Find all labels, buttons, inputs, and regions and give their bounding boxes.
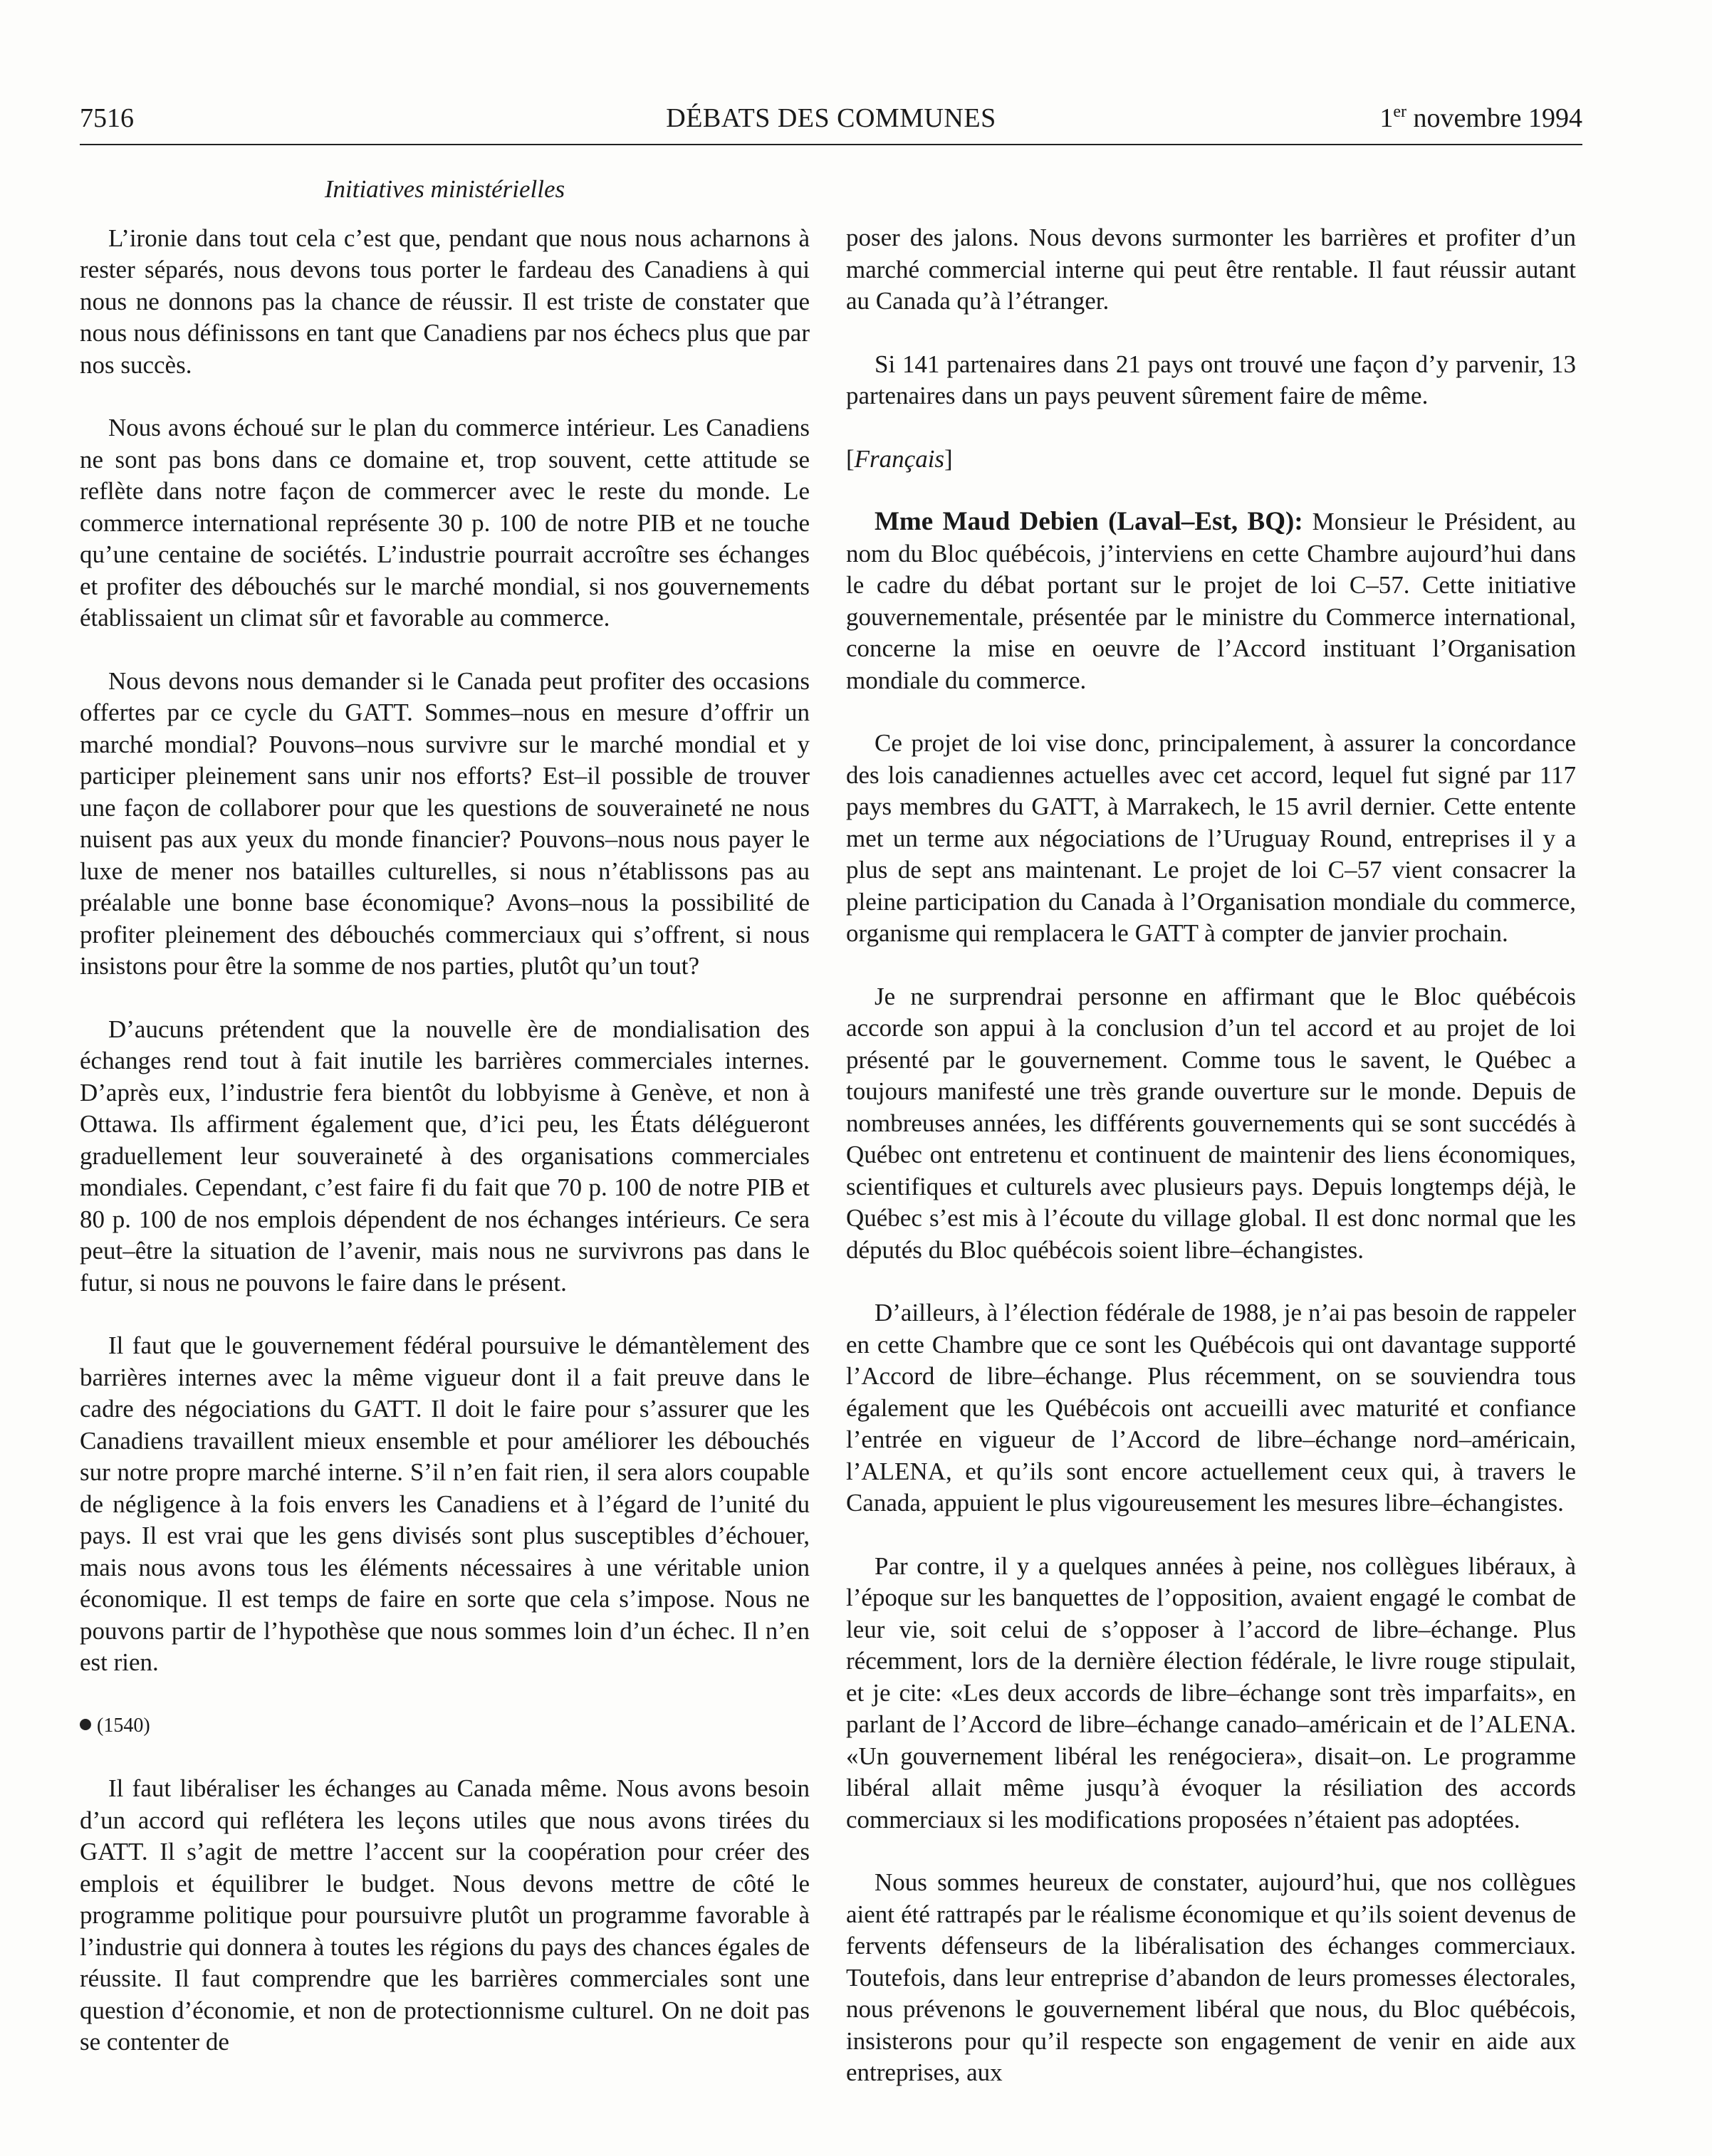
- paragraph: Nous avons échoué sur le plan du commerce intérieur. Les Canadiens ne sont pas bons dans ce domaine et, trop souvent, cette attitude se reflète dans notre façon de commercer avec le reste du monde. Le commerce international représente 30 p. 100 de notre PIB et ne touche qu’une centaine de sociétés. L’industrie pourrait accroître ses échanges et profiter des débouchés sur le marché mondial, si nos gouvernements établissaient un climat sûr et favorable au commerce.: [80, 414, 810, 632]
- paragraph: Je ne surprendrai personne en affirmant que le Bloc québécois accorde son appui à la conclusion d’un tel accord et au projet de loi présenté par le gouvernement. Comme tous le savent, le Québec a toujours manifesté une très grande ouverture sur le monde. Depuis de nombreuses années, les différents gouvernements qui se sont succédés à Québec ont entretenu et continuent de maintenir des liens économiques, scientifiques et culturels avec plusieurs pays. Depuis longtemps déjà, le Québec s’est mis à l’écoute du village global. Il est donc normal que les députés du Bloc québécois soient libre–échangistes.: [846, 982, 1576, 1264]
- time-marker: [80, 1710, 810, 1742]
- paragraph: Par contre, il y a quelques années à peine, nos collègues libéraux, à l’époque sur les banquettes de l’opposition, avaient engagé le combat de leur vie, soit celui de s’opposer à l’accord de libre–échange. Plus récemment, lors de la dernière élection fédérale, le livre rouge stipulait, et je cite: «Les deux accords de libre–échange sont très imparfaits», en parlant de l’Accord de libre–échange canado–américain et de l’ALENA. «Un gouvernement libéral les renégociera», disait–on. Le programme libéral allait même jusqu’à évoquer la résiliation des accords commerciaux si les modifications proposées n’étaient pas adoptées.: [846, 1551, 1576, 1833]
- language-tag: [Français]: [846, 444, 953, 473]
- paragraph: Si 141 partenaires dans 21 pays ont trouvé une façon d’y parvenir, 13 partenaires dans un pays peuvent sûrement faire de même.: [846, 350, 1576, 409]
- page-header: [80, 100, 1582, 145]
- speaker-paragraph: [846, 506, 1576, 696]
- right-column: [846, 222, 1576, 2120]
- paragraph: Il faut que le gouvernement fédéral poursuive le démantèlement des barrières internes avec la même vigueur dont il a fait preuve dans le cadre des négociations du GATT. Il doit le faire pour s’assurer que les Canadiens travaillent mieux ensemble et pour améliorer les débouchés sur notre propre marché interne. S’il n’en fait rien, il sera alors coupable de négligence à la fois envers les Canadiens et à l’égard de l’unité du pays. Il est vrai que les gens divisés sont plus susceptibles d’échouer, mais nous avons tous les éléments nécessaires à une véritable union économique. Il est temps de faire en sorte que cela s’impose. Nous ne pouvons partir de l’hypothèse que nous sommes loin d’un échec. Il n’en est rien.: [80, 1331, 810, 1676]
- page-number: 7516: [80, 103, 134, 133]
- date-sup: er: [1393, 103, 1407, 121]
- bullet-icon: [80, 1719, 91, 1730]
- paragraph: D’aucuns prétendent que la nouvelle ère de mondialisation des échanges rend tout à fait inutile les barrières commerciales internes. D’après eux, l’industrie fera bientôt du lobbyisme à Genève, et non à Ottawa. Ils affirment également que, d’ici peu, les États délégueront graduellement leur souveraineté à des organisations commerciales mondiales. Cependant, c’est faire fi du fait que 70 p. 100 de notre PIB et 80 p. 100 de nos emplois dépendent de nos échanges intérieurs. Ce sera peut–être la situation de l’avenir, mais nous ne survivrons pas dans le futur, si nous ne pouvons le faire dans le présent.: [80, 1015, 810, 1297]
- paragraph: Ce projet de loi vise donc, principalement, à assurer la concordance des lois canadiennes actuelles avec cet accord, lequel fut signé par 117 pays membres du GATT, à Marrakech, le 15 avril dernier. Cette entente met un terme aux négociations de l’Uruguay Round, entreprises il y a plus de sept ans maintenant. Le projet de loi C–57 vient consacrer la pleine participation du Canada à l’Organisation mondiale du commerce, organisme qui remplacera le GATT à compter de janvier prochain.: [846, 729, 1576, 947]
- journal-title: DÉBATS DES COMMUNES: [666, 103, 996, 133]
- paragraph: Nous sommes heureux de constater, aujourd’hui, que nos collègues aient été rattrapés par le réalisme économique et qu’ils soient devenus de fervents défenseurs de la libéralisation des échanges commerciaux. Toutefois, dans leur entreprise d’abandon de leurs promesses électorales, nous prévenons le gouvernement libéral que nous, du Bloc québécois, insisterons pour qu’il respecte son engagement de venir en aide aux entreprises, aux: [846, 1868, 1576, 2086]
- left-column: [80, 174, 810, 2090]
- paragraph: L’ironie dans tout cela c’est que, pendant que nous nous acharnons à rester séparés, nous devons tous porter le fardeau des Canadiens à qui nous ne donnons pas la chance de réussir. Il est triste de constater que nous nous définissons en tant que Canadiens par nos échecs plus que par nos succès.: [80, 224, 810, 379]
- date-rest: novembre 1994: [1406, 103, 1582, 133]
- language-tag-text: Français: [854, 444, 945, 473]
- time-marker-text: (1540): [97, 1714, 150, 1737]
- paragraph: Nous devons nous demander si le Canada peut profiter des occasions offertes par ce cycle du GATT. Sommes–nous en mesure d’offrir un marché mondial? Pouvons–nous survivre sur le marché mondial et y participer pleinement sans unir nos efforts? Est–il possible de trouver une façon de collaborer pour que les questions de souveraineté ne nous nuisent pas aux yeux du monde financier? Pouvons–nous nous payer le luxe de mener nos batailles culturelles, si nous n’établissons pas au préalable une bonne base économique? Avons–nous la possibilité de profiter pleinement des débouchés commerciaux qui s’offrent, si nous insistons pour être la somme de nos parties, plutôt qu’un tout?: [80, 666, 810, 980]
- date-day: 1: [1379, 103, 1394, 133]
- section-title: Initiatives ministérielles: [324, 175, 565, 203]
- speaker-text: Monsieur le Président, au nom du Bloc québécois, j’interviens en cette Chambre aujourd’hui dans le cadre du débat portant sur le projet de loi C–57. Cette initiative gouvernementale, présentée par le ministre du Commerce international, concerne la mise en oeuvre de l’Accord instituant l’Organisation mondiale du commerce.: [846, 508, 1576, 694]
- speaker-name: Mme Maud Debien (Laval–Est, BQ):: [875, 507, 1303, 536]
- issue-date: [1379, 103, 1582, 134]
- continued-paragraph: poser des jalons. Nous devons surmonter les barrières et profiter d’un marché commercial interne qui peut être rentable. Il faut réussir autant au Canada qu’à l’étranger.: [846, 224, 1576, 315]
- paragraph: D’ailleurs, à l’élection fédérale de 1988, je n’ai pas besoin de rappeler en cette Chambre que ce sont les Québécois qui ont davantage supporté l’Accord de libre–échange. Plus récemment, on se souviendra tous également que les Québécois ont accueilli avec maturité et confiance l’entrée en vigueur de l’Accord de libre–échange nord–américain, l’ALENA, et qu’ils sont encore actuellement ceux qui, à travers le Canada, appuient le plus vigoureusement les mesures libre–échangistes.: [846, 1299, 1576, 1517]
- paragraph: Il faut libéraliser les échanges au Canada même. Nous avons besoin d’un accord qui reflétera les leçons utiles que nous avons tirées du GATT. Il s’agit de mettre l’accent sur la coopération pour créer des emplois et équilibrer le budget. Nous devons mettre de côté le programme politique pour poursuivre plutôt un programme favorable à l’industrie qui donnera à toutes les régions du pays des chances égales de réussite. Il faut comprendre que les barrières commerciales sont une question d’économie, et non de protectionnisme culturel. On ne doit pas se contenter de: [80, 1774, 810, 2056]
